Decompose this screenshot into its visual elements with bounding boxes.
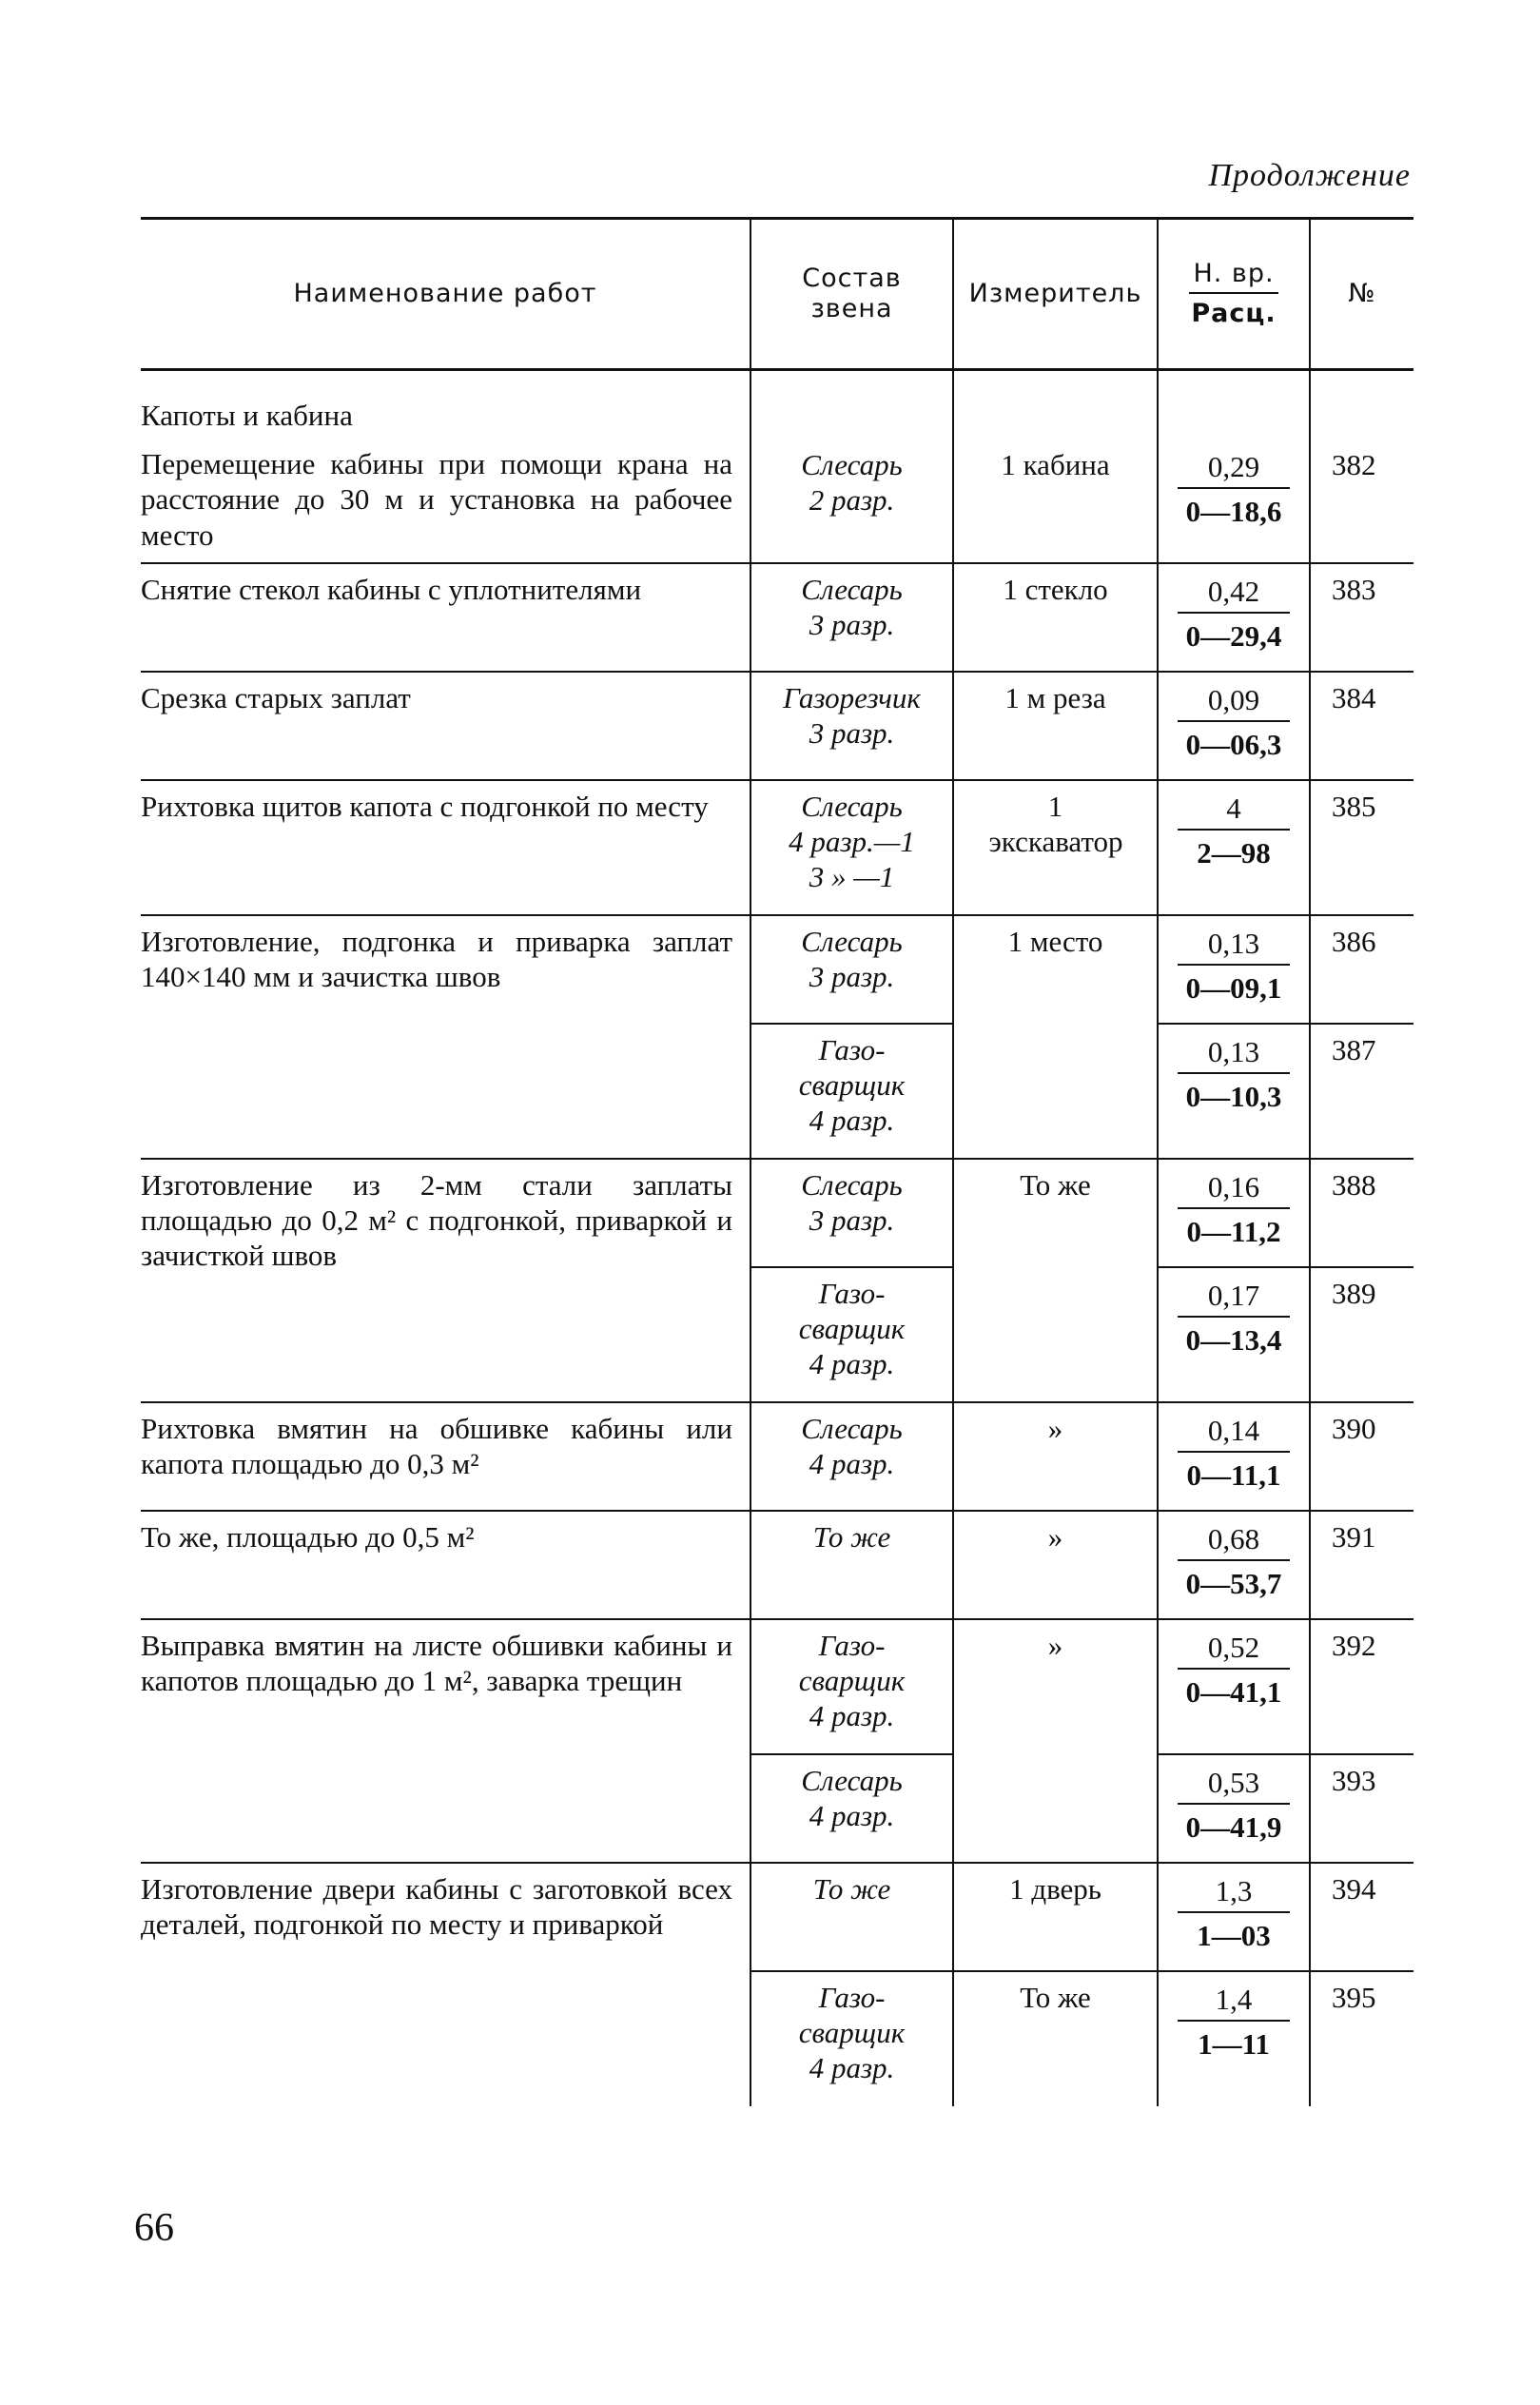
rate: 0—06,3: [1185, 727, 1282, 761]
norm-time: 0,17: [1178, 1278, 1290, 1318]
row-number: 388: [1310, 1159, 1413, 1267]
norm-cell: [1158, 563, 1310, 672]
work-name: Рихтовка щитов капота с подгонкой по месту: [141, 780, 751, 915]
unit-cell: 1 место: [953, 915, 1158, 1159]
row-number: 387: [1310, 1024, 1413, 1159]
norm-time: 0,68: [1178, 1521, 1290, 1561]
rate: 0—11,1: [1186, 1457, 1281, 1492]
header-unit: Измеритель: [953, 219, 1158, 370]
norm-time: 1,4: [1178, 1982, 1290, 2022]
crew-cell: Слесарь 2 разр.: [751, 370, 953, 563]
unit-cell: То же: [953, 1159, 1158, 1402]
row-number: 394: [1310, 1863, 1413, 1971]
unit-cell: 1 дверь: [953, 1863, 1158, 1971]
norm-time: 1,3: [1178, 1873, 1290, 1913]
norm-cell: [1158, 780, 1310, 915]
norm-cell: [1158, 1511, 1310, 1619]
table-row: [141, 780, 1413, 915]
rate: 0—41,1: [1185, 1674, 1282, 1709]
norm-time: 0,29: [1178, 449, 1290, 489]
continuation-label: Продолжение: [1208, 158, 1411, 193]
row-number: 385: [1310, 780, 1413, 915]
norm-time: 0,13: [1178, 1034, 1290, 1074]
page-number: 66: [134, 2206, 174, 2250]
rate: 0—29,4: [1185, 618, 1282, 653]
crew-cell: Газорезчик 3 разр.: [751, 672, 953, 780]
header-number: №: [1310, 219, 1413, 370]
rate: 1—11: [1198, 2026, 1270, 2061]
unit-cell: 1 экскаватор: [953, 780, 1158, 915]
work-name: Изготовление двери кабины с заготовкой всех деталей, подгонкой по месту и приваркой: [141, 1863, 751, 2106]
row-number: 393: [1310, 1754, 1413, 1863]
crew-cell: То же: [751, 1863, 953, 1971]
crew-cell: Слесарь 3 разр.: [751, 563, 953, 672]
crew-cell: Слесарь 4 разр.: [751, 1754, 953, 1863]
rate: 0—11,2: [1186, 1214, 1281, 1248]
norm-time: 0,52: [1178, 1630, 1290, 1670]
row-number: 384: [1310, 672, 1413, 780]
norm-cell: [1158, 672, 1310, 780]
row-number: 389: [1310, 1267, 1413, 1402]
table-header-row: [141, 219, 1413, 370]
rate: 2—98: [1197, 835, 1271, 870]
crew-cell: Слесарь 3 разр.: [751, 1159, 953, 1267]
table-row: [141, 1511, 1413, 1619]
norm-cell: [1158, 1159, 1310, 1267]
unit-cell: То же: [953, 1971, 1158, 2106]
table-row: [141, 370, 1413, 563]
norm-time: 0,42: [1178, 574, 1290, 614]
norm-cell: [1158, 1971, 1310, 2106]
work-name: То же, площадью до 0,5 м²: [141, 1511, 751, 1619]
row-number: 395: [1310, 1971, 1413, 2106]
table-row: [141, 1619, 1413, 1754]
unit-cell: »: [953, 1511, 1158, 1619]
table-row: [141, 1159, 1413, 1267]
crew-cell: Газо- сварщик 4 разр.: [751, 1024, 953, 1159]
unit-cell: 1 м реза: [953, 672, 1158, 780]
work-name: Выправка вмятин на листе обшивки кабины и капотов площадью до 1 м², заварка трещин: [141, 1619, 751, 1863]
crew-cell: Слесарь 4 разр.—1 3 » —1: [751, 780, 953, 915]
work-name: Рихтовка вмятин на обшивке кабины или капота площадью до 0,3 м²: [141, 1402, 751, 1511]
norm-cell: [1158, 915, 1310, 1024]
norm-time: 0,16: [1178, 1169, 1290, 1209]
row-number: 382: [1310, 370, 1413, 563]
rate: 0—18,6: [1185, 495, 1282, 529]
norm-cell: [1158, 1267, 1310, 1402]
norm-cell: [1158, 370, 1310, 563]
work-norms-table: [141, 217, 1413, 2106]
rate: 0—53,7: [1185, 1566, 1282, 1600]
norm-cell: [1158, 1754, 1310, 1863]
section-title: Капоты и кабина: [141, 399, 353, 432]
norm-cell: [1158, 1402, 1310, 1511]
header-norm: [1158, 219, 1310, 370]
row-number: 390: [1310, 1402, 1413, 1511]
rate: 0—41,9: [1185, 1809, 1282, 1844]
rate: 1—03: [1197, 1918, 1271, 1952]
norm-cell: [1158, 1619, 1310, 1754]
rate: 0—09,1: [1185, 970, 1282, 1005]
norm-cell: [1158, 1024, 1310, 1159]
table-body: [141, 370, 1413, 2106]
work-name: Изготовление из 2-мм стали заплаты площадью до 0,2 м² с подгонкой, приваркой и зачисткой швов: [141, 1159, 751, 1402]
norm-time: 0,14: [1178, 1413, 1290, 1453]
header-name: Наименование работ: [141, 219, 751, 370]
crew-cell: Слесарь 4 разр.: [751, 1402, 953, 1511]
crew-cell: Газо- сварщик 4 разр.: [751, 1971, 953, 2106]
row-number: 386: [1310, 915, 1413, 1024]
norm-time: 0,53: [1178, 1765, 1290, 1805]
unit-cell: »: [953, 1619, 1158, 1863]
unit-cell: »: [953, 1402, 1158, 1511]
norm-cell: [1158, 1863, 1310, 1971]
table-row: [141, 1402, 1413, 1511]
row-number: 383: [1310, 563, 1413, 672]
work-name: Снятие стекол кабины с уплотнителями: [141, 563, 751, 672]
crew-cell: Слесарь 3 разр.: [751, 915, 953, 1024]
table-row: [141, 1863, 1413, 1971]
work-name: Срезка старых заплат: [141, 672, 751, 780]
crew-cell: То же: [751, 1511, 953, 1619]
row-number: 391: [1310, 1511, 1413, 1619]
crew-cell: Газо- сварщик 4 разр.: [751, 1267, 953, 1402]
table-row: [141, 563, 1413, 672]
header-norm-top: Н. вр.: [1189, 258, 1277, 294]
table-row: [141, 915, 1413, 1024]
unit-cell: 1 стекло: [953, 563, 1158, 672]
norm-time: 0,13: [1178, 926, 1290, 966]
work-name-cell: [141, 370, 751, 563]
rate: 0—13,4: [1185, 1322, 1282, 1357]
work-name: Перемещение кабины при помощи крана на расстояние до 30 м и установка на рабочее место: [141, 447, 732, 552]
row-number: 392: [1310, 1619, 1413, 1754]
crew-cell: Газо- сварщик 4 разр.: [751, 1619, 953, 1754]
norm-time: 4: [1178, 791, 1290, 831]
table-row: [141, 672, 1413, 780]
work-name: Изготовление, подгонка и приварка заплат 140×140 мм и зачистка швов: [141, 915, 751, 1159]
unit-cell: 1 кабина: [953, 370, 1158, 563]
rate: 0—10,3: [1185, 1079, 1282, 1113]
norm-time: 0,09: [1178, 682, 1290, 722]
header-norm-bottom: Расц.: [1191, 299, 1277, 328]
header-crew: Состав звена: [751, 219, 953, 370]
